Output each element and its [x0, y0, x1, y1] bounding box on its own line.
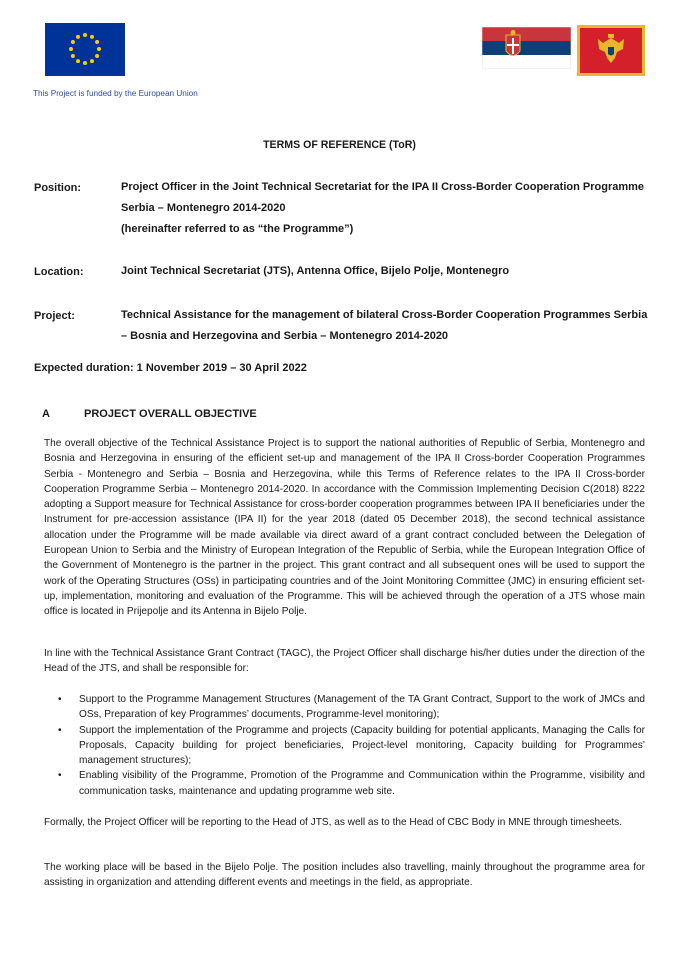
bullet-icon: •: [58, 724, 62, 736]
list-item: [58, 692, 645, 723]
funded-by-eu-text: This Project is funded by the European Union: [33, 89, 198, 98]
responsibilities-intro: In line with the Technical Assistance Grant Contract (TAGC), the Project Officer shall discharge his/her duties under the direction of the Head of the JTS, and shall be responsible for:: [44, 648, 645, 675]
list-item: [58, 768, 645, 799]
bullet-icon: •: [58, 770, 62, 782]
list-item-text: Enabling visibility of the Programme, Promotion of the Programme and Communication within the Programme, visibility and communication tasks, maintenance and updating programme web site.: [79, 770, 645, 797]
position-line-2: Serbia – Montenegro 2014-2020: [121, 202, 286, 214]
serbia-flag-icon: [482, 27, 571, 69]
list-item-text: Support the implementation of the Programme and projects (Capacity building for potential applicants, Managing the Calls for Proposals, Capacity building for project beneficiaries, Project-level monitoring, Capacity building for Programmes’ management structures);: [79, 724, 645, 767]
responsibilities-list: [58, 692, 645, 799]
montenegro-flag: [577, 25, 645, 76]
bullet-icon: •: [58, 694, 62, 705]
project-line-2: – Bosnia and Herzegovina and Serbia – Montenegro 2014-2020: [121, 330, 449, 342]
project-label: Project:: [34, 310, 75, 322]
objective-paragraph: The overall objective of the Technical Assistance Project is to support the national authorities of Republic of Serbia, Montenegro and Bosnia and Herzegovina in ensuring of the efficient set-up and management of the IPA II Cross-border Cooperation Programmes Serbia - Montenegro and Serbia – Bosnia and Herzegovina, while this Terms of Reference relates to the IPA II Cross-border Cooperation Programme Serbia – Montenegro 2014-2020. In accordance with the Commission Implementing Decision C(2018) 8222 adopting a Support measure for Technical Assistance for cross-border cooperation programmes between IPA II beneficiaries under the Instrument for pre-accession assistance (IPA II) for the year 2018 (dated 05 December 2018), the second technical assistance allocation under the Programme will be made available via direct award of a grant contract concluded between the Delegation of European Union to Serbia and the Ministry of European Integration of the Republic of Serbia, while the European Integration Office of the Government of Montenegro is the partner in the project. This grant contract and all subsequent ones will be used to support the work of the Operating Structures (OSs) in participating countries and of the Joint Monitoring Committee (JMC) in ensuring efficient set-up, implementation, monitoring and evaluation of the Programme. This will be achieved through the operation of a JTS whose main office is located in Prijepolje and its Antenna in Bijelo Polje.: [44, 438, 645, 618]
expected-duration: Expected duration: 1 November 2019 – 30 April 2022: [34, 362, 307, 374]
section-letter: A: [42, 408, 50, 420]
document-title: TERMS OF REFERENCE (ToR): [263, 139, 416, 151]
list-item: [58, 723, 645, 769]
location-label: Location:: [34, 266, 84, 278]
position-line-3: (hereinafter referred to as “the Programme”): [121, 223, 354, 235]
reporting-paragraph: Formally, the Project Officer will be reporting to the Head of JTS, as well as to the Head of CBC Body in MNE through timesheets.: [44, 817, 623, 828]
working-place-paragraph: The working place will be based in the Bijelo Polje. The position includes also travelling, mainly throughout the programme area for assisting in organization and attending different events and meetings in the field, as appropriate.: [44, 862, 645, 889]
list-item-text: Support to the Programme Management Structures (Management of the TA Grant Contract, Support to the work of JMCs and OSs, Preparation of key Programmes’ documents, Programme-level monitoring);: [79, 694, 645, 721]
location-value: Joint Technical Secretariat (JTS), Antenna Office, Bijelo Polje, Montenegro: [121, 265, 510, 277]
section-title: PROJECT OVERALL OBJECTIVE: [84, 408, 257, 420]
project-value: [121, 305, 651, 347]
montenegro-flag-icon: [577, 25, 645, 76]
position-line-1: Project Officer in the Joint Technical Secretariat for the IPA II Cross-Border Cooperation Programme: [121, 181, 645, 193]
serbia-flag: [482, 27, 571, 69]
position-value: [121, 177, 651, 240]
project-line-1: Technical Assistance for the management of bilateral Cross-Border Cooperation Programmes Serbia: [121, 309, 648, 321]
eu-flag: [45, 23, 125, 76]
position-label: Position:: [34, 182, 82, 194]
eu-stars-icon: [45, 23, 125, 76]
